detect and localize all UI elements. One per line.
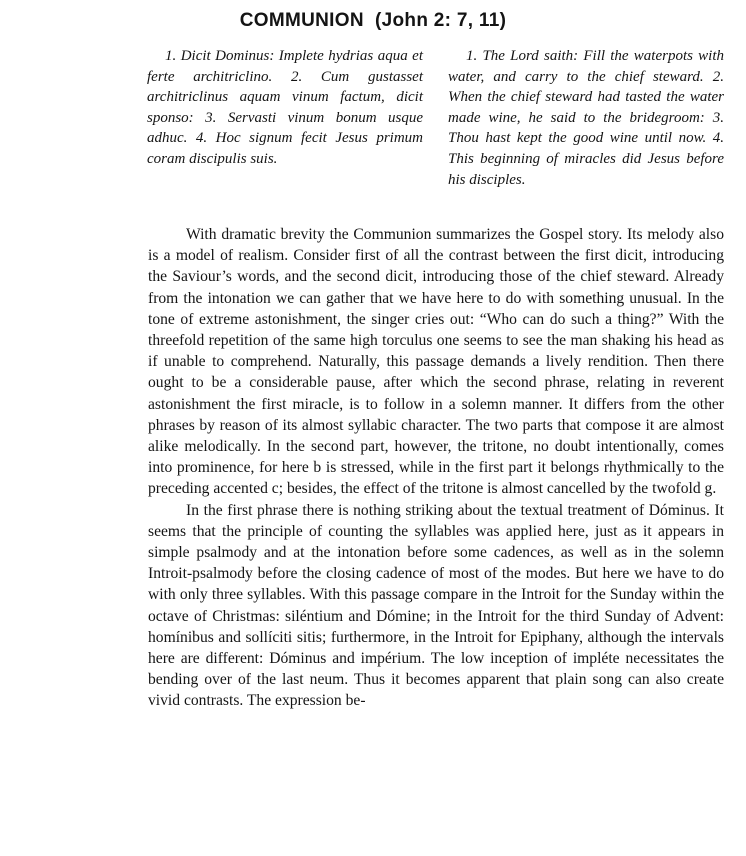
english-verses [448, 46, 724, 190]
paragraph-1: With dramatic brevity the Communion summarizes the Gospel story. Its melody also is a model of realism. Consider first of all the contrast between the first dicit, introducing the Saviour’s words, and the second dicit, introducing those of the chief steward. Already from the intonation we can gather that we have here to do with something unusual. In the tone of extreme astonishment, the singer cries out: “Who can do such a thing?” With the threefold repetition of the same high torculus one seems to see the man shaking his head as if unable to comprehend. Naturally, this passage demands a lively rendition. Then there ought to be a considerable pause, after which the second phrase, relating in reverent astonishment the first miracle, is to follow in a solemn manner. It differs from the other phrases by reason of its almost syllabic character. The two parts that compose it are almost alike melodically. In the second part, however, the tritone, no doubt intentionally, comes into prominence, for here b is stressed, while in the first part it belongs rhythmically to the preceding accented c; besides, the effect of the tritone is almost cancelled by the twofold g. [148, 226, 724, 498]
commentary [148, 224, 724, 712]
heading-reference: (John 2: 7, 11) [375, 10, 507, 31]
section-heading [0, 10, 746, 32]
latin-verses-text: 1. Dicit Dominus: Implete hydrias aqua et ferte architriclino. 2. Cum gustasset architriclinus aquam vinum factum, dicit sponso: 3. Servasti vinum bonum usque adhuc. 4. Hoc signum fecit Jesus primum coram discipulis suis. [147, 48, 423, 167]
latin-verses [147, 46, 423, 170]
paragraph-2: In the first phrase there is nothing striking about the textual treatment of Dóminus. It seems that the principle of counting the syllables was applied here, just as it appears in simple psalmody and at the intonation before some cadences, as well as in the solemn Introit-psalmody before the closing cadence of most of the modes. But here we have to do with only three syllables. With this passage compare in the Introit for the Sunday within the octave of Christmas: siléntium and Dómine; in the Introit for the third Sunday of Advent: homínibus and sollíciti sitis; furthermore, in the Introit for Epiphany, although the intervals here are different: Dóminus and impérium. The low inception of impléte necessitates the bending over of the last neum. Thus it becomes apparent that plain song can also create vivid contrasts. The expression be- [148, 501, 724, 710]
heading-title: COMMUNION [239, 10, 364, 31]
english-verses-text: 1. The Lord saith: Fill the waterpots with water, and carry to the chief steward. 2. When the chief steward had tasted the water made wine, he said to the bridegroom: 3. Thou hast kept the good wine until now. 4. This beginning of miracles did Jesus before his disciples. [448, 48, 724, 188]
